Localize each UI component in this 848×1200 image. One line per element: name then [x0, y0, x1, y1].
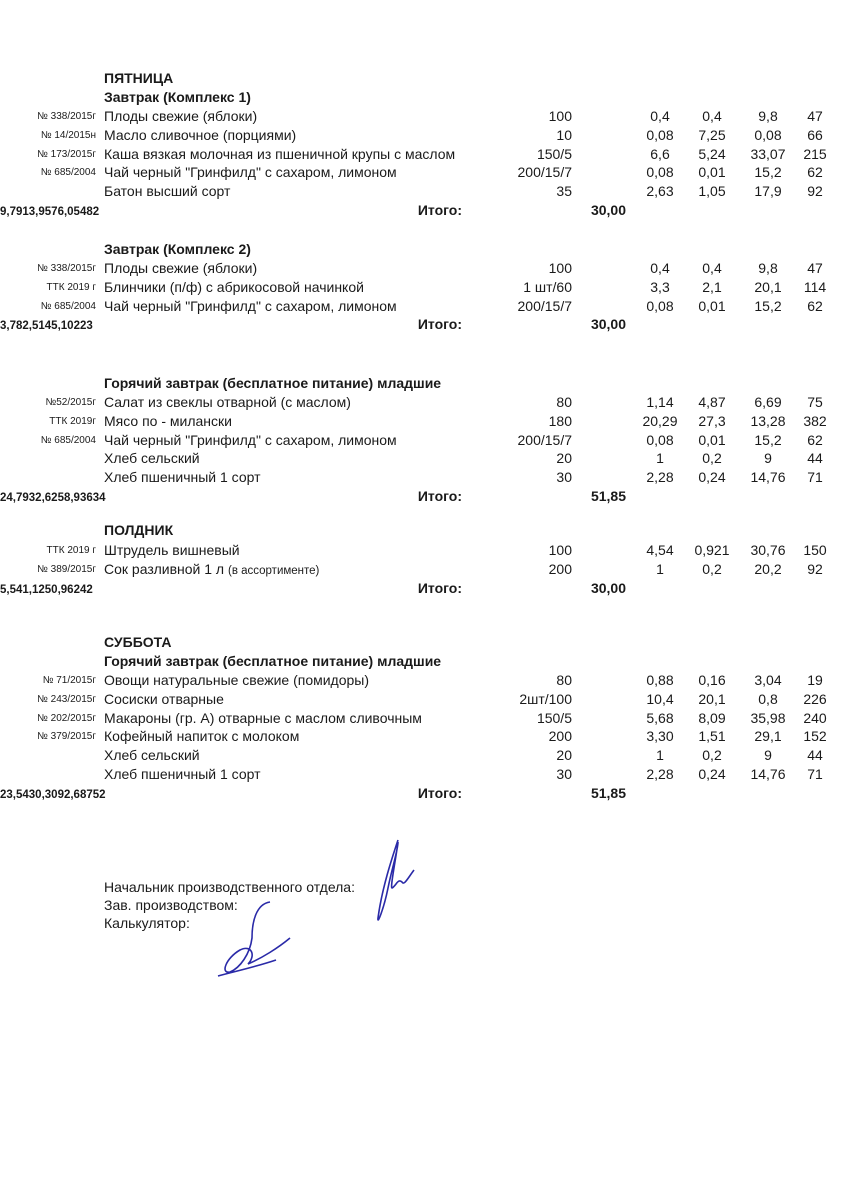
dish-name [104, 710, 422, 726]
dish-name-text: Мясо по - милански [104, 412, 232, 429]
carbs-value: 20,1 [754, 278, 782, 295]
dish-name-text: Салат из свеклы отварной (с маслом) [104, 394, 351, 410]
signature-label-production-manager: Зав. производством: [104, 897, 238, 913]
carbs-value: 3,04 [754, 672, 782, 688]
portion-size: 150/5 [536, 145, 572, 162]
carbs-value: 15,2 [754, 297, 782, 314]
dish-name [104, 766, 261, 782]
carbs-value: 13,28 [750, 412, 786, 429]
total-fat: 32,62 [28, 492, 58, 504]
dish-name-text: Масло сливочное (порциями) [104, 126, 297, 143]
total-kcal: 634 [86, 492, 106, 504]
fat-value: 0,16 [698, 672, 726, 688]
total-row [0, 202, 848, 221]
kcal-value: 44 [807, 747, 823, 764]
recipe-code: № 14/2015н [40, 129, 96, 141]
dish-name [104, 432, 397, 448]
fat-value: 2,1 [702, 278, 722, 295]
portion-size: 10 [556, 126, 572, 143]
recipe-code: ТТК 2019г [49, 415, 96, 427]
dish-name [104, 164, 397, 180]
protein-value: 2,28 [646, 766, 674, 782]
day-heading: ПЯТНИЦА [104, 70, 174, 86]
table-row [0, 298, 848, 317]
protein-value: 1 [656, 450, 664, 467]
protein-value: 0,08 [646, 126, 674, 143]
signature-label-calculator: Калькулятор: [104, 915, 190, 931]
dish-name-text: Блинчики (п/ф) с абрикосовой начинкой [104, 278, 364, 295]
total-price: 30,00 [590, 579, 626, 596]
carbs-value: 15,2 [754, 164, 782, 181]
dish-name-note: (в ассортименте) [227, 564, 320, 577]
table-row [0, 432, 848, 451]
recipe-code: № 202/2015г [37, 712, 96, 724]
dish-name [104, 450, 200, 466]
portion-size: 200 [548, 728, 572, 745]
carbs-value: 35,98 [750, 709, 786, 726]
dish-name-text: Макароны (гр. А) отварные с маслом сливочным [104, 709, 422, 726]
protein-value: 0,4 [650, 260, 670, 276]
dish-name-text: Плоды свежие (яблоки) [104, 108, 258, 124]
carbs-value: 9 [764, 747, 772, 764]
fat-value: 0,01 [698, 297, 726, 314]
dish-name [104, 127, 296, 143]
carbs-value: 6,69 [754, 394, 782, 410]
total-protein: 5,54 [0, 583, 23, 596]
total-row [0, 580, 848, 599]
dish-name-text: Сок разливной 1 л [104, 560, 225, 577]
total-kcal: 752 [86, 788, 106, 801]
dish-name-text: Хлеб сельский [104, 450, 200, 467]
dish-name-text: Хлеб пшеничный 1 сорт [104, 469, 261, 486]
table-row [0, 127, 848, 146]
total-label: Итого: [417, 579, 462, 596]
carbs-value: 0,08 [754, 126, 782, 143]
total-fat: 2,51 [22, 320, 45, 333]
recipe-code: № 389/2015г [37, 563, 96, 575]
total-label: Итого: [417, 202, 462, 218]
protein-value: 2,28 [646, 469, 674, 486]
total-fat: 13,95 [22, 206, 52, 218]
total-price: 30,00 [590, 316, 626, 333]
recipe-code: № 338/2015г [37, 111, 96, 122]
meal-heading: Завтрак (Комплекс 2) [104, 241, 251, 257]
protein-value: 1 [656, 747, 664, 764]
dish-name-text: Чай черный "Гринфилд" с сахаром, лимоном [104, 431, 397, 448]
table-row [0, 728, 848, 747]
table-row [0, 672, 848, 691]
kcal-value: 44 [807, 450, 823, 467]
table-row [0, 450, 848, 469]
dish-name-text: Хлеб сельский [104, 747, 200, 764]
total-protein: 9,79 [0, 206, 23, 218]
kcal-value: 114 [803, 278, 827, 295]
protein-value: 0,88 [646, 672, 674, 688]
total-fat: 1,12 [22, 583, 45, 596]
total-price: 30,00 [590, 202, 626, 218]
total-kcal: 482 [79, 206, 100, 218]
recipe-code: №52/2015г [45, 397, 96, 408]
table-row [0, 164, 848, 183]
dish-name [104, 561, 319, 577]
fat-value: 0,01 [698, 164, 726, 181]
protein-value: 0,08 [646, 164, 674, 181]
portion-size: 200/15/7 [517, 297, 572, 314]
table-row [0, 279, 848, 298]
protein-value: 1 [656, 560, 664, 577]
fat-value: 0,2 [702, 560, 722, 577]
signature-head-production [368, 838, 428, 928]
dish-name [104, 108, 257, 124]
protein-value: 0,4 [650, 108, 670, 124]
dish-name [104, 146, 455, 162]
dish-name-text: Хлеб пшеничный 1 сорт [104, 766, 261, 782]
table-row [0, 260, 848, 279]
recipe-code: № 338/2015г [37, 263, 96, 274]
recipe-code: ТТК 2019 г [46, 545, 96, 556]
protein-value: 6,6 [650, 145, 670, 162]
carbs-value: 15,2 [754, 431, 782, 448]
fat-value: 0,24 [698, 469, 726, 486]
protein-value: 1,14 [646, 394, 674, 410]
dish-name [104, 469, 261, 485]
portion-size: 200/15/7 [517, 164, 572, 181]
total-carbs: 50,96 [44, 583, 74, 596]
kcal-value: 92 [807, 560, 823, 577]
fat-value: 1,51 [698, 728, 726, 745]
fat-value: 7,25 [698, 126, 726, 143]
meal-heading: Завтрак (Комплекс 1) [104, 89, 251, 105]
total-price: 51,85 [590, 488, 626, 504]
dish-name [104, 691, 224, 707]
dish-name [104, 279, 364, 295]
total-carbs: 45,10 [44, 320, 74, 333]
carbs-value: 33,07 [750, 145, 786, 162]
kcal-value: 66 [807, 126, 823, 143]
carbs-value: 14,76 [750, 766, 786, 782]
kcal-value: 240 [803, 709, 827, 726]
carbs-value: 9,8 [758, 260, 778, 276]
protein-value: 10,4 [646, 690, 674, 707]
protein-value: 3,30 [646, 728, 674, 745]
portion-size: 80 [556, 394, 572, 410]
total-protein: 24,79 [0, 492, 29, 504]
portion-size: 100 [548, 260, 572, 276]
kcal-value: 75 [807, 394, 823, 410]
kcal-value: 215 [803, 145, 827, 162]
dish-name [104, 298, 397, 314]
dish-name-text: Чай черный "Гринфилд" с сахаром, лимоном [104, 297, 397, 314]
fat-value: 8,09 [698, 709, 726, 726]
kcal-value: 62 [807, 431, 823, 448]
table-row [0, 691, 848, 710]
carbs-value: 0,8 [758, 690, 778, 707]
protein-value: 0,08 [646, 431, 674, 448]
protein-value: 3,3 [650, 278, 670, 295]
carbs-value: 9 [764, 450, 772, 467]
recipe-code: № 685/2004 [40, 434, 96, 446]
day-heading: СУББОТА [104, 634, 172, 650]
fat-value: 0,4 [702, 108, 722, 124]
dish-name-text: Плоды свежие (яблоки) [104, 260, 258, 276]
dish-name-text: Каша вязкая молочная из пшеничной крупы с маслом [104, 145, 456, 162]
dish-name [104, 747, 200, 763]
protein-value: 20,29 [642, 412, 678, 429]
dish-name [104, 672, 369, 688]
total-carbs: 92,68 [57, 788, 87, 801]
portion-size: 30 [556, 469, 572, 486]
recipe-code: № 379/2015г [37, 731, 96, 743]
dish-name [104, 394, 351, 410]
meal-heading: Горячий завтрак (бесплатное питание) младшие [104, 653, 442, 669]
portion-size: 35 [556, 183, 572, 200]
dish-name [104, 728, 299, 744]
carbs-value: 9,8 [758, 108, 778, 124]
kcal-value: 71 [807, 766, 823, 782]
kcal-value: 152 [803, 728, 827, 745]
meal-heading: Горячий завтрак (бесплатное питание) младшие [104, 375, 442, 391]
kcal-value: 62 [807, 164, 823, 181]
protein-value: 2,63 [646, 183, 674, 200]
portion-size: 2шт/100 [519, 690, 572, 707]
table-row [0, 469, 848, 488]
protein-value: 0,08 [646, 297, 674, 314]
table-row [0, 766, 848, 785]
kcal-value: 382 [803, 412, 827, 429]
fat-value: 0,2 [702, 450, 722, 467]
kcal-value: 62 [807, 297, 823, 314]
dish-name-text: Батон высший сорт [104, 183, 231, 200]
kcal-value: 92 [807, 183, 823, 200]
table-row [0, 561, 848, 580]
dish-name-text: Овощи натуральные свежие (помидоры) [104, 672, 370, 688]
recipe-code: № 173/2015г [37, 148, 96, 160]
total-label: Итого: [417, 316, 462, 333]
kcal-value: 19 [807, 672, 823, 688]
dish-name [104, 183, 230, 199]
recipe-code: ТТК 2019 г [46, 281, 96, 293]
table-row [0, 542, 848, 561]
fat-value: 4,87 [698, 394, 726, 410]
total-carbs: 76,05 [51, 206, 80, 218]
portion-size: 20 [556, 450, 572, 467]
kcal-value: 47 [807, 260, 823, 276]
portion-size: 100 [548, 542, 572, 558]
table-row [0, 747, 848, 766]
total-protein: 23,54 [0, 788, 29, 801]
recipe-code: № 685/2004 [40, 300, 96, 312]
total-kcal: 242 [73, 583, 93, 596]
portion-size: 200 [548, 560, 572, 577]
total-price: 51,85 [590, 784, 626, 801]
kcal-value: 150 [803, 542, 827, 558]
fat-value: 0,01 [698, 431, 726, 448]
portion-size: 1 шт/60 [523, 278, 572, 295]
fat-value: 0,921 [694, 542, 730, 558]
fat-value: 27,3 [698, 412, 726, 429]
recipe-code: № 685/2004 [40, 167, 96, 179]
portion-size: 200/15/7 [517, 431, 572, 448]
dish-name [104, 542, 240, 558]
portion-size: 150/5 [536, 709, 572, 726]
dish-name-text: Чай черный "Гринфилд" с сахаром, лимоном [104, 164, 397, 181]
dish-name-text: Кофейный напиток с молоком [104, 728, 300, 745]
table-row [0, 394, 848, 413]
kcal-value: 47 [807, 108, 823, 124]
portion-size: 180 [548, 412, 572, 429]
total-label: Итого: [417, 488, 462, 504]
section-heading: ПОЛДНИК [104, 522, 174, 538]
protein-value: 4,54 [646, 542, 674, 558]
signature-calculator [212, 898, 302, 980]
carbs-value: 20,2 [754, 560, 782, 577]
kcal-value: 71 [807, 469, 823, 486]
fat-value: 0,24 [698, 766, 726, 782]
total-row [0, 785, 848, 804]
signature-label-head-production: Начальник производственного отдела: [104, 879, 355, 895]
table-row [0, 413, 848, 432]
table-row [0, 183, 848, 202]
total-row [0, 488, 848, 507]
dish-name-text: Сосиски отварные [104, 690, 224, 707]
fat-value: 1,05 [698, 183, 726, 200]
portion-size: 80 [556, 672, 572, 688]
kcal-value: 226 [803, 690, 827, 707]
total-row [0, 316, 848, 335]
portion-size: 20 [556, 747, 572, 764]
total-carbs: 58,93 [57, 492, 87, 504]
recipe-code: № 243/2015г [37, 693, 96, 705]
portion-size: 100 [548, 108, 572, 124]
dish-name [104, 260, 257, 276]
total-kcal: 223 [73, 320, 93, 333]
total-label: Итого: [417, 784, 462, 801]
recipe-code: № 71/2015г [42, 675, 96, 686]
table-row [0, 710, 848, 729]
carbs-value: 14,76 [750, 469, 786, 486]
dish-name-text: Штрудель вишневый [104, 542, 240, 558]
dish-name [104, 413, 232, 429]
table-row [0, 146, 848, 165]
carbs-value: 17,9 [754, 183, 782, 200]
fat-value: 0,4 [702, 260, 722, 276]
table-row [0, 108, 848, 127]
protein-value: 5,68 [646, 709, 674, 726]
fat-value: 20,1 [698, 690, 726, 707]
portion-size: 30 [556, 766, 572, 782]
carbs-value: 30,76 [750, 542, 786, 558]
fat-value: 5,24 [698, 145, 726, 162]
carbs-value: 29,1 [754, 728, 782, 745]
fat-value: 0,2 [702, 747, 722, 764]
total-protein: 3,78 [0, 320, 23, 333]
total-fat: 30,30 [28, 788, 58, 801]
